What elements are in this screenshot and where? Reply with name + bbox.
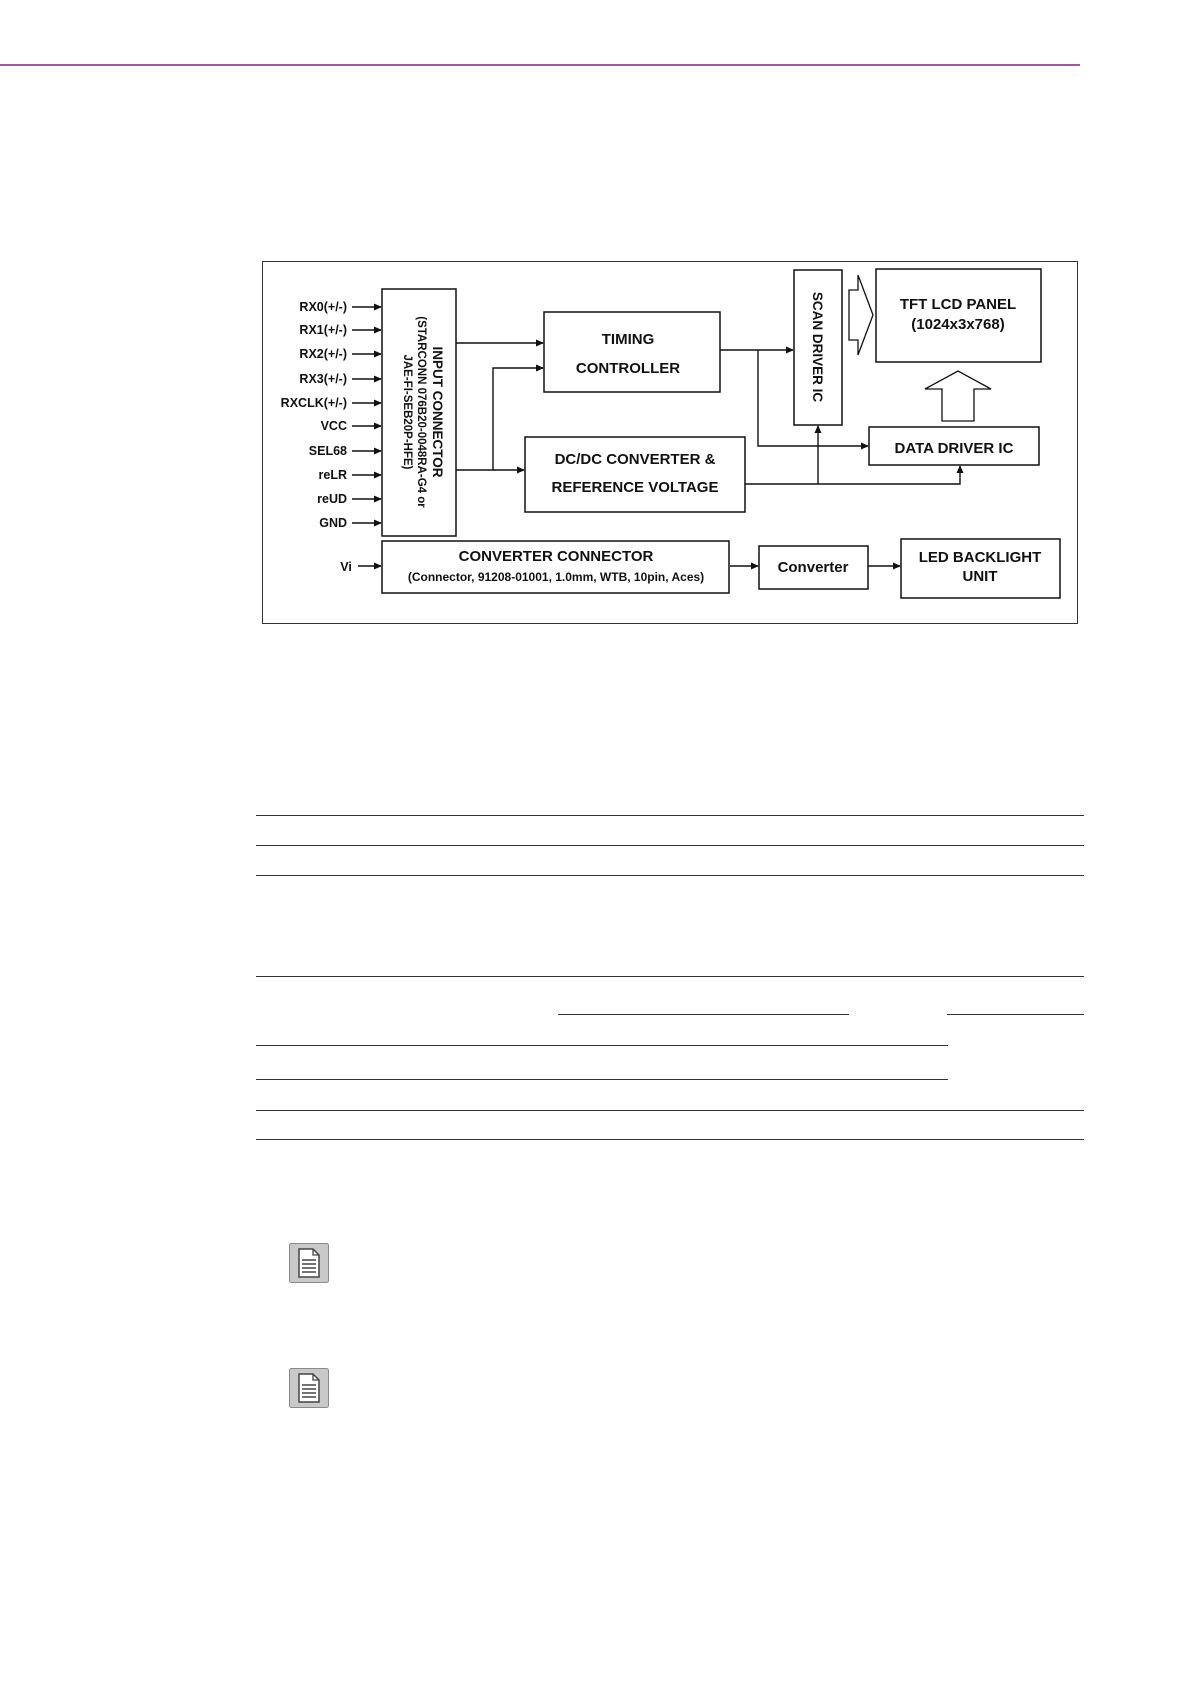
timing-controller-box (544, 312, 720, 392)
converter-label: Converter (777, 559, 849, 576)
table-rule (256, 1139, 1084, 1140)
data-driver-label: DATA DRIVER IC (894, 440, 1014, 457)
scan-to-panel-arrow (849, 275, 873, 355)
input-connector-title: INPUT CONNECTOR (430, 346, 445, 478)
signal-label: RXCLK(+/-) (280, 396, 347, 410)
signal-label: RX2(+/-) (299, 347, 347, 361)
backlight-line2: UNIT (962, 568, 998, 585)
note-icon (289, 1368, 329, 1408)
table-rule (256, 1045, 948, 1046)
signal-label: GND (319, 516, 347, 530)
input-connector-part-2: JAE-FI-SEB20P-HFE) (401, 354, 413, 470)
tft-panel-line2: (1024x3x768) (911, 316, 1005, 333)
table-rule (558, 1014, 849, 1015)
table-rule (256, 875, 1084, 876)
timing-controller-line2: CONTROLLER (575, 360, 681, 377)
input-connector-part-1: (STARCONN 076B20-0048RA-G4 or (415, 316, 427, 508)
signal-label: RX1(+/-) (299, 323, 347, 337)
converter-connector-line2: (Connector, 91208-01001, 1.0mm, WTB, 10pin, Aces) (407, 570, 705, 584)
dcdc-line1: DC/DC CONVERTER & (554, 451, 716, 468)
dcdc-to-data-arrow (745, 466, 960, 484)
signal-label: reLR (318, 468, 347, 482)
dcdc-line2: REFERENCE VOLTAGE (551, 479, 719, 496)
dcdc-box (525, 437, 745, 512)
signal-label: reUD (317, 492, 347, 506)
table-rule (256, 815, 1084, 816)
signal-label: RX0(+/-) (299, 300, 347, 314)
table-rule (256, 1110, 1084, 1111)
table-rule (256, 976, 1084, 977)
tft-panel-line1: TFT LCD PANEL (899, 296, 1017, 313)
data-to-panel-arrow (925, 371, 991, 421)
timing-controller-line1: TIMING (601, 331, 655, 348)
note-icon (289, 1243, 329, 1283)
signal-label: SEL68 (308, 444, 347, 458)
backlight-line1: LED BACKLIGHT (918, 549, 1042, 566)
signal-label: VCC (320, 419, 347, 433)
vi-label: Vi (340, 560, 352, 574)
table-rule (947, 1014, 1084, 1015)
scan-driver-label: SCAN DRIVER IC (810, 291, 825, 403)
table-rule (256, 845, 1084, 846)
signal-label: RX3(+/-) (299, 372, 347, 386)
table-rule (256, 1079, 948, 1080)
converter-connector-line1: CONVERTER CONNECTOR (458, 548, 654, 565)
